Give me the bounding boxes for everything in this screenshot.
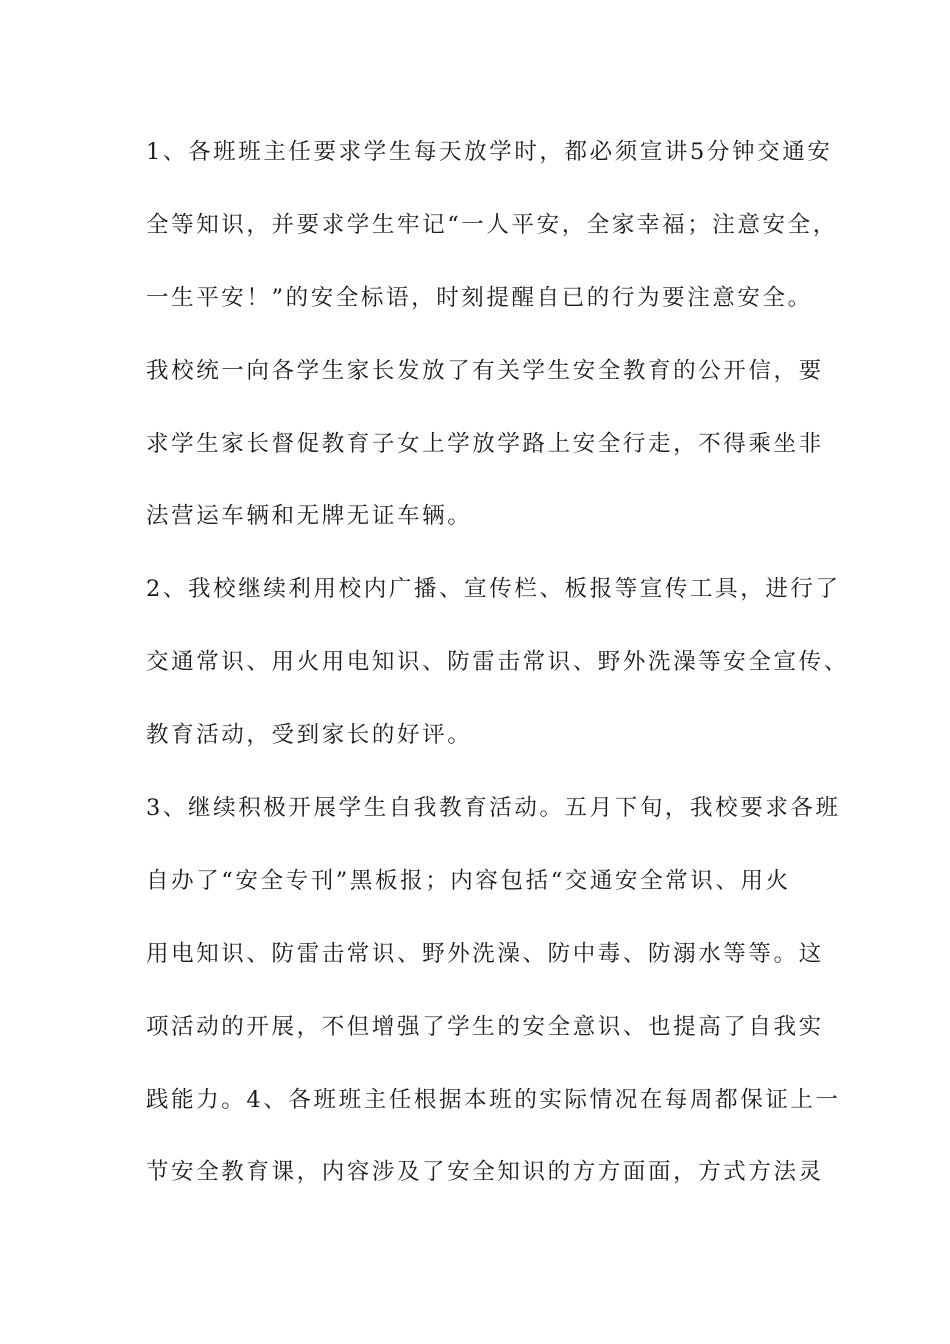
text-line: 践能力。4、各班班主任根据本班的实际情况在每周都保证上一 <box>146 1086 841 1113</box>
text-line: 我校统一向各学生家长发放了有关学生安全教育的公开信，要 <box>146 357 824 384</box>
text-line: 3、继续积极开展学生自我教育活动。五月下旬，我校要求各班 <box>146 795 841 822</box>
text-line: 交通常识、用火用电知识、防雷击常识、野外洗澡等安全宣传、 <box>146 649 849 676</box>
text-line: 一生平安！”的安全标语，时刻提醒自已的行为要注意安全。 <box>146 284 813 311</box>
text-line: 自办了“安全专刊”黑板报；内容包括“交通安全常识、用火 <box>146 867 791 894</box>
text-line: 教育活动，受到家长的好评。 <box>146 722 473 749</box>
text-line: 节安全教育课，内容涉及了安全知识的方方面面，方式方法灵 <box>146 1159 824 1186</box>
text-line: 1、各班班主任要求学生每天放学时，都必须宣讲5分钟交通安 <box>146 139 833 165</box>
text-line: 法营运车辆和无牌无证车辆。 <box>146 503 473 530</box>
text-line: 用电知识、防雷击常识、野外洗澡、防中毒、防溺水等等。这 <box>146 940 824 967</box>
text-line: 2、我校继续利用校内广播、宣传栏、板报等宣传工具，进行了 <box>146 576 841 603</box>
text-line: 项活动的开展，不但增强了学生的安全意识、也提高了自我实 <box>146 1013 824 1040</box>
text-line: 求学生家长督促教育子女上学放学路上安全行走，不得乘坐非 <box>146 430 824 457</box>
document-body <box>146 129 849 1222</box>
text-line: 全等知识，并要求学生牢记“一人平安，全家幸福；注意安全， <box>146 211 838 238</box>
